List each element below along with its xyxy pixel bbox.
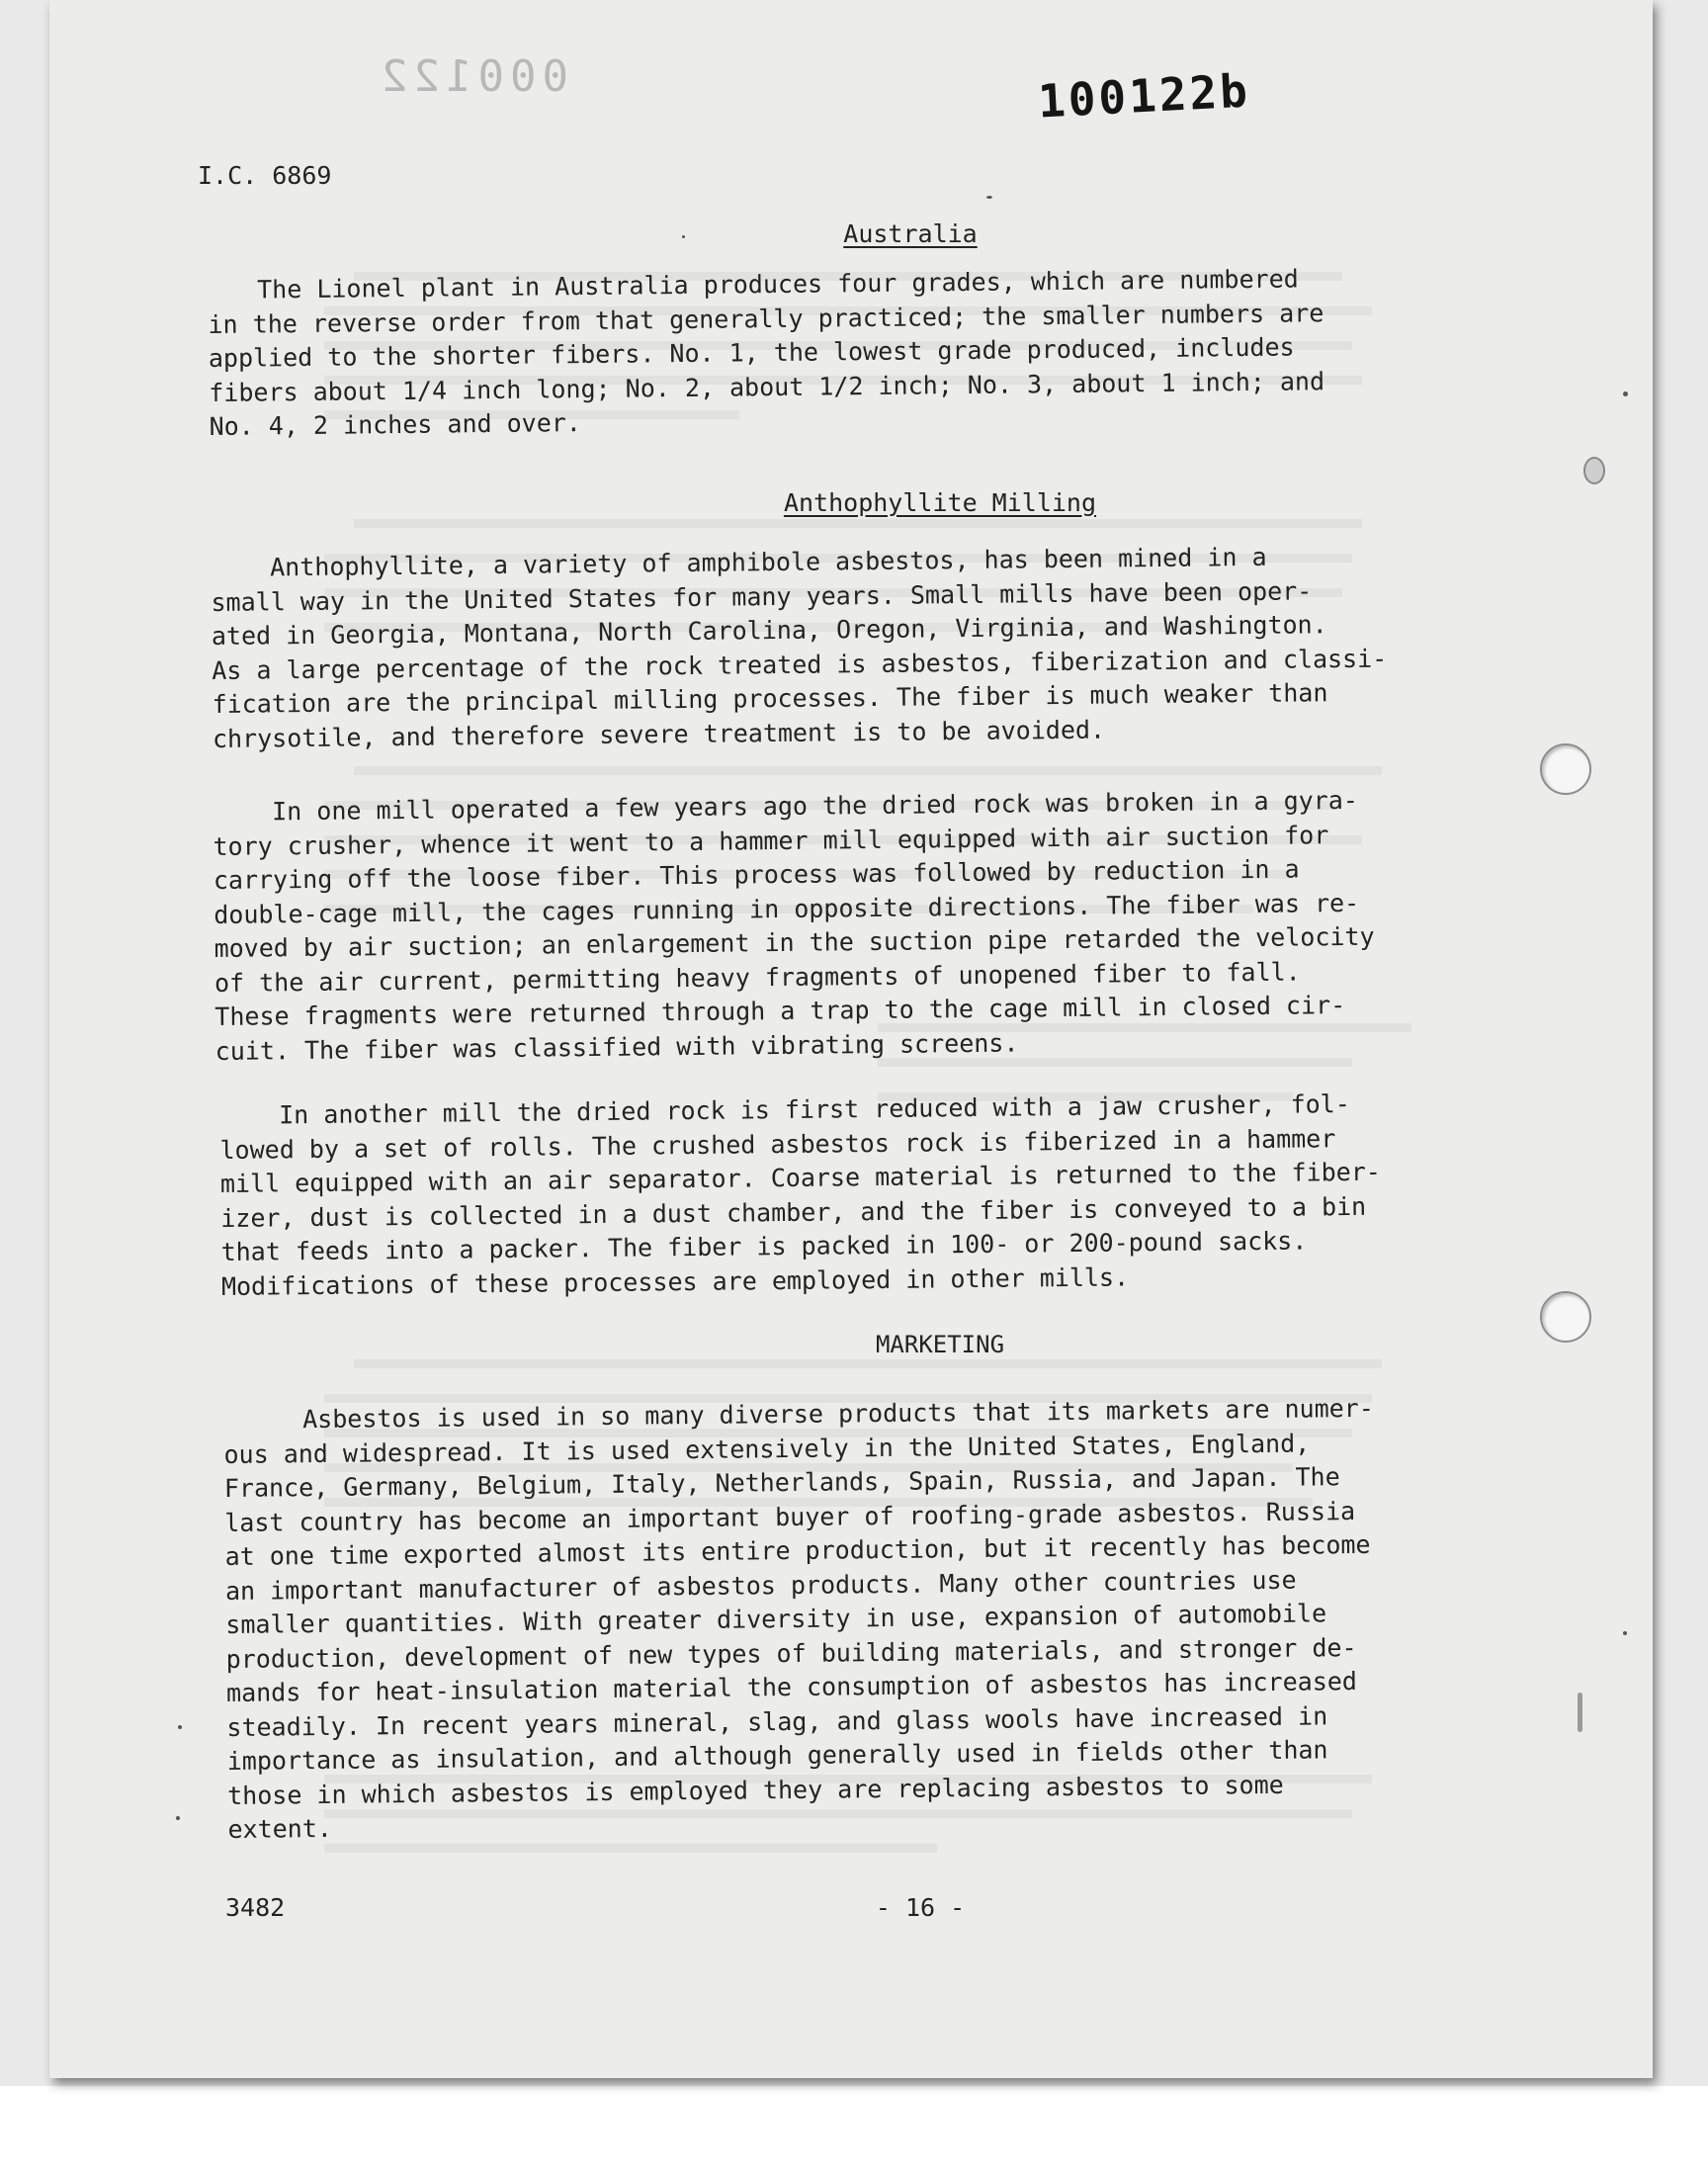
text-line: fibers about 1/4 inch long; No. 2, about 1/2 inch; No. 3, about 1 inch; and bbox=[209, 366, 1325, 407]
text-line: at one time exported almost its entire production, but it recently has become bbox=[224, 1529, 1371, 1571]
paper-speck-icon bbox=[1623, 392, 1628, 396]
report-number: I.C. 6869 bbox=[198, 161, 332, 190]
text-line: in the reverse order from that generally practiced; the smaller numbers are bbox=[208, 298, 1324, 339]
paragraph-australia bbox=[208, 262, 1325, 444]
text-line: carrying off the loose fiber. This process was followed by reduction in a bbox=[213, 854, 1300, 895]
text-line: of the air current, permitting heavy fragments of unopened fiber to fall. bbox=[214, 956, 1301, 998]
heading-marketing: MARKETING bbox=[875, 1331, 1005, 1358]
heading-anthophyllite-milling: Anthophyllite Milling bbox=[783, 488, 1097, 517]
document-page bbox=[49, 0, 1653, 2078]
text-line: ous and widespread. It is used extensively in the United States, England, bbox=[223, 1428, 1311, 1469]
paper-speck-icon bbox=[682, 235, 685, 238]
text-line: The Lionel plant in Australia produces four grades, which are numbered bbox=[257, 264, 1299, 304]
text-line: double-cage mill, the cages running in opposite directions. The fiber was re- bbox=[214, 888, 1360, 929]
text-line: cuit. The fiber was classified with vibrating screens. bbox=[214, 1027, 1019, 1066]
text-line: steadily. In recent years mineral, slag, and glass wools have increased in bbox=[226, 1700, 1328, 1742]
paper-speck-icon bbox=[1623, 1631, 1627, 1635]
stamp-number: 100122b bbox=[1036, 63, 1252, 129]
paper-mark-icon bbox=[1578, 1693, 1582, 1732]
text-line: an important manufacturer of asbestos products. Many other countries use bbox=[224, 1565, 1297, 1606]
text-line: ated in Georgia, Montana, North Carolina, Oregon, Virginia, and Washington. bbox=[211, 610, 1327, 651]
text-line: izer, dust is collected in a dust chamber, and the fiber is conveyed to a bin bbox=[220, 1191, 1367, 1233]
page-number: - 16 - bbox=[875, 1893, 966, 1922]
text-line: Asbestos is used in so many diverse products that its markets are numer- bbox=[302, 1393, 1374, 1435]
text-line: mill equipped with an air separator. Coarse material is returned to the fiber- bbox=[219, 1157, 1381, 1198]
punch-hole-icon bbox=[1540, 743, 1591, 795]
text-line: tory crusher, whence it went to a hammer mill equipped with air suction for bbox=[213, 820, 1329, 861]
paper-speck-icon bbox=[178, 1725, 182, 1729]
paper-speck-icon bbox=[986, 196, 992, 199]
text-line: In one mill operated a few years ago the dried rock was broken in a gyra- bbox=[272, 785, 1359, 826]
text-line: those in which asbestos is employed they are replacing asbestos to some bbox=[226, 1770, 1284, 1810]
text-line: Anthophyllite, a variety of amphibole asbestos, has been mined in a bbox=[270, 542, 1267, 582]
paragraph-anthophyllite-3 bbox=[219, 1088, 1382, 1304]
text-line: applied to the shorter fibers. No. 1, the lowest grade produced, includes bbox=[208, 332, 1295, 373]
text-line: In another mill the dried rock is first reduced with a jaw crusher, fol- bbox=[279, 1089, 1350, 1130]
text-line: Modifications of these processes are employed in other mills. bbox=[220, 1262, 1130, 1301]
text-line: As a large percentage of the rock treated is asbestos, fiberization and classi- bbox=[212, 644, 1388, 685]
text-line: chrysotile, and therefore severe treatment is to be avoided. bbox=[212, 715, 1106, 753]
text-line: lowed by a set of rolls. The crushed asbestos rock is fiberized in a hammer bbox=[219, 1123, 1336, 1165]
text-line: mands for heat-insulation material the consumption of asbestos has increased bbox=[225, 1667, 1358, 1707]
text-line: small way in the United States for many years. Small mills have been oper- bbox=[211, 575, 1313, 617]
text-line: smaller quantities. With greater diversity in use, expansion of automobile bbox=[225, 1599, 1327, 1639]
heading-australia: Australia bbox=[843, 219, 978, 248]
text-line: production, development of new types of building materials, and stronger de- bbox=[225, 1632, 1357, 1674]
text-line: These fragments were returned through a trap to the cage mill in closed cir- bbox=[214, 991, 1346, 1031]
paper-mark-icon bbox=[1583, 457, 1605, 484]
text-line: France, Germany, Belgium, Italy, Netherlands, Spain, Russia, and Japan. The bbox=[223, 1462, 1340, 1503]
text-line: that feeds into a packer. The fiber is packed in 100- or 200-pound sacks. bbox=[220, 1226, 1308, 1266]
paper-speck-icon bbox=[176, 1816, 180, 1820]
punch-hole-icon bbox=[1540, 1291, 1591, 1343]
paragraph-anthophyllite-1 bbox=[211, 540, 1388, 756]
text-line: fication are the principal milling processes. The fiber is much weaker than bbox=[212, 678, 1328, 719]
paragraph-marketing bbox=[223, 1392, 1378, 1848]
text-line: extent. bbox=[227, 1813, 333, 1844]
text-line: No. 4, 2 inches and over. bbox=[209, 408, 582, 441]
mirrored-stamp-number: 000122 bbox=[376, 51, 568, 102]
text-line: importance as insulation, and although generally used in fields other than bbox=[226, 1735, 1328, 1776]
paragraph-anthophyllite-2 bbox=[213, 784, 1376, 1069]
text-line: moved by air suction; an enlargement in the suction pipe retarded the velocity bbox=[214, 921, 1375, 963]
text-line: last country has become an important buyer of roofing-grade asbestos. Russia bbox=[224, 1496, 1356, 1537]
footer-code: 3482 bbox=[225, 1893, 286, 1922]
